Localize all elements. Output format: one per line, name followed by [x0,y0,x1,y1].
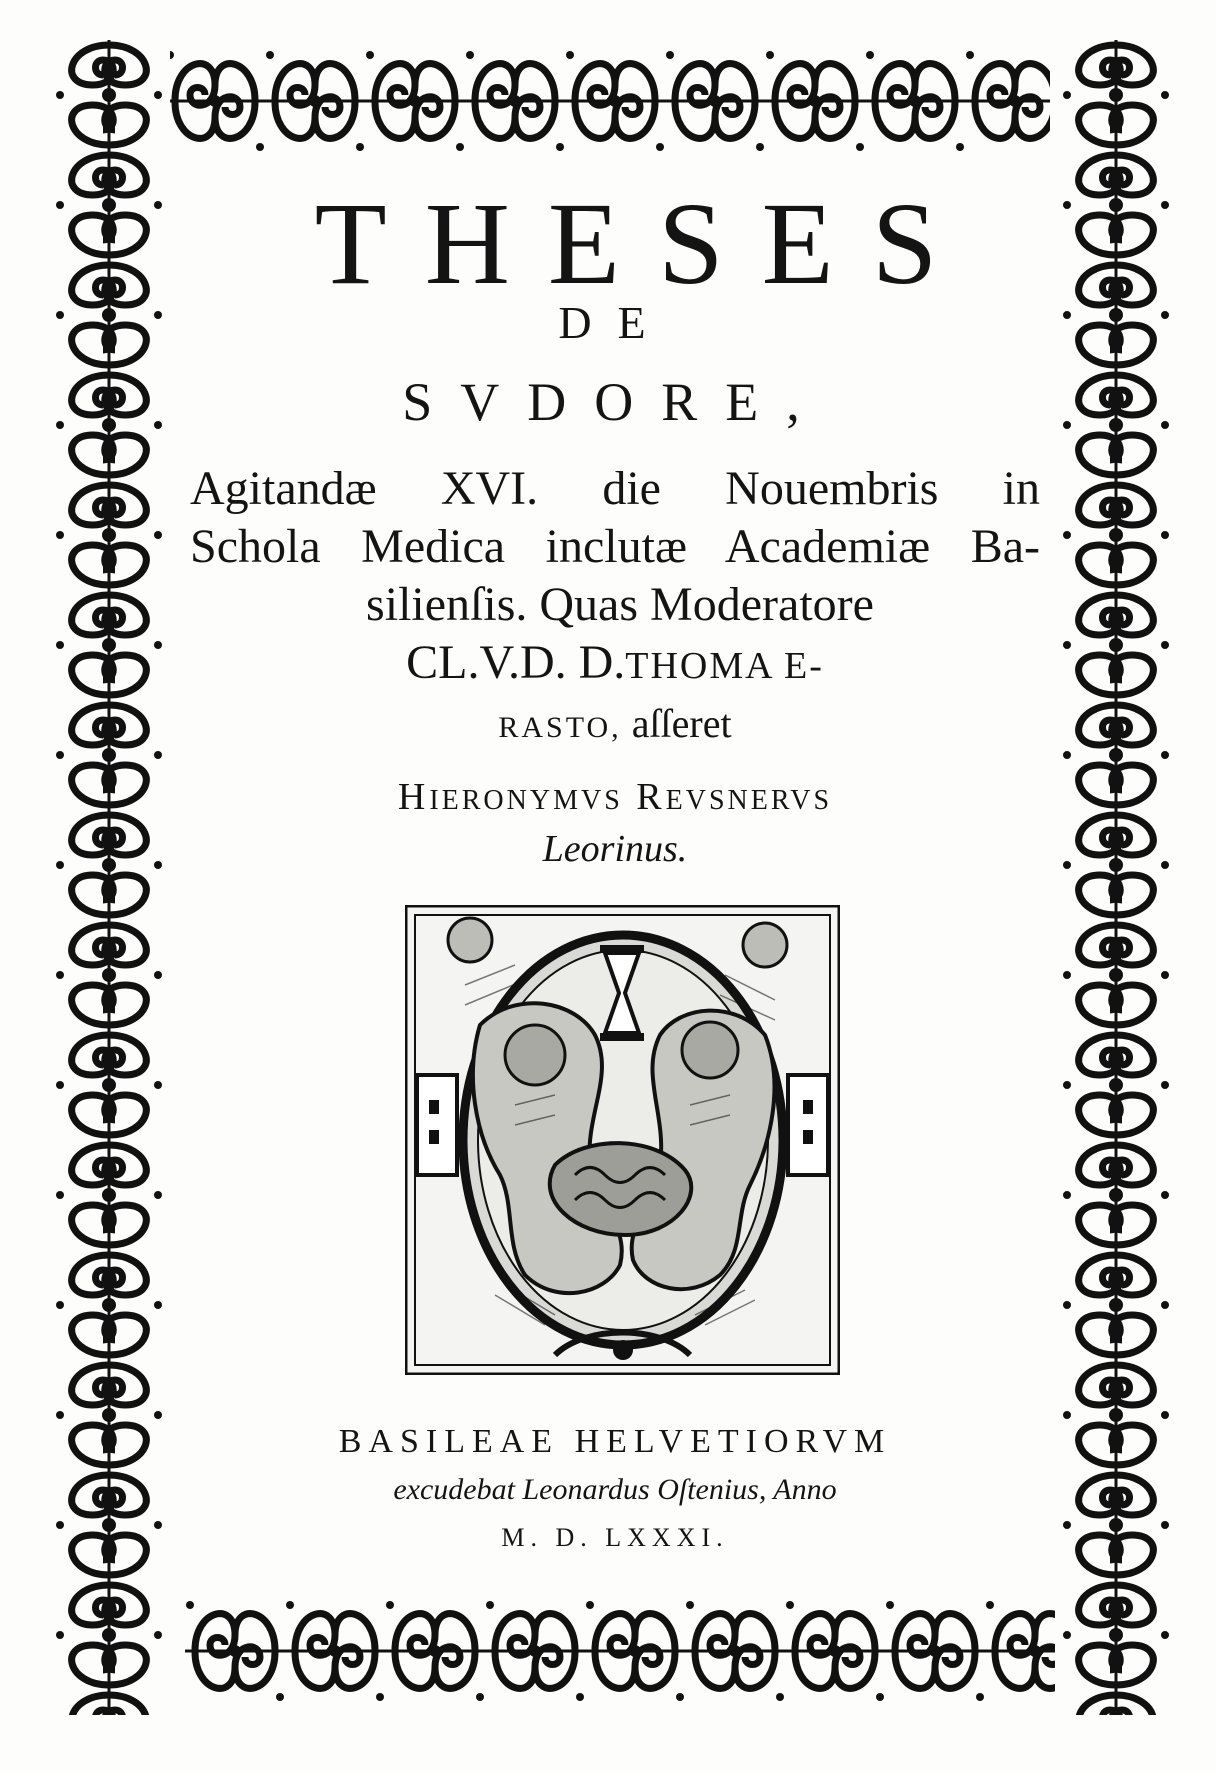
description-line-3 [190,576,1040,634]
author-name [190,778,1040,816]
description-line-3-text: silienſis. Quas Moderatore [366,578,874,631]
description-line-5 [190,695,1040,757]
ornamental-border-right [1055,40,1173,1715]
imprint-place: BASILEAE HELVETIORVM [338,1423,892,1460]
page-title: THESES [314,178,976,309]
moderator-name-part1: THOMA E- [625,645,824,687]
ornamental-border-left [48,40,170,1715]
ornamental-border-top [165,40,1050,162]
author-first-rest: IERONYMVS [429,785,623,816]
title-preposition: DE [558,297,672,348]
moderator-title: CL.V.D. D. [406,636,626,689]
description-line-1: Agitandæ XVI. die Nouembris in [190,462,1040,515]
author-origin: Leorinus. [542,828,688,870]
moderator-name-part2: RASTO, [498,711,622,744]
imprint-printer: excudebat Leonardus Oſtenius, Anno [393,1473,837,1506]
title-topic: SVDORE, [402,372,828,432]
ornamental-border-bottom [185,1590,1065,1708]
imprint-year: M. D. LXXXI. [501,1523,729,1552]
lions-hourglass-icon [405,905,840,1375]
description-line-2: Schola Medica inclutæ Academiæ Ba- [190,520,1040,573]
author-last-initial: R [636,776,666,818]
author-last-rest: EVSNERVS [665,785,833,816]
printers-device-woodcut [405,905,840,1375]
thesis-description [190,460,1040,757]
description-line-4 [190,634,1040,695]
asserting-verb: aſſeret [621,701,732,746]
author-first-initial: H [397,776,430,818]
